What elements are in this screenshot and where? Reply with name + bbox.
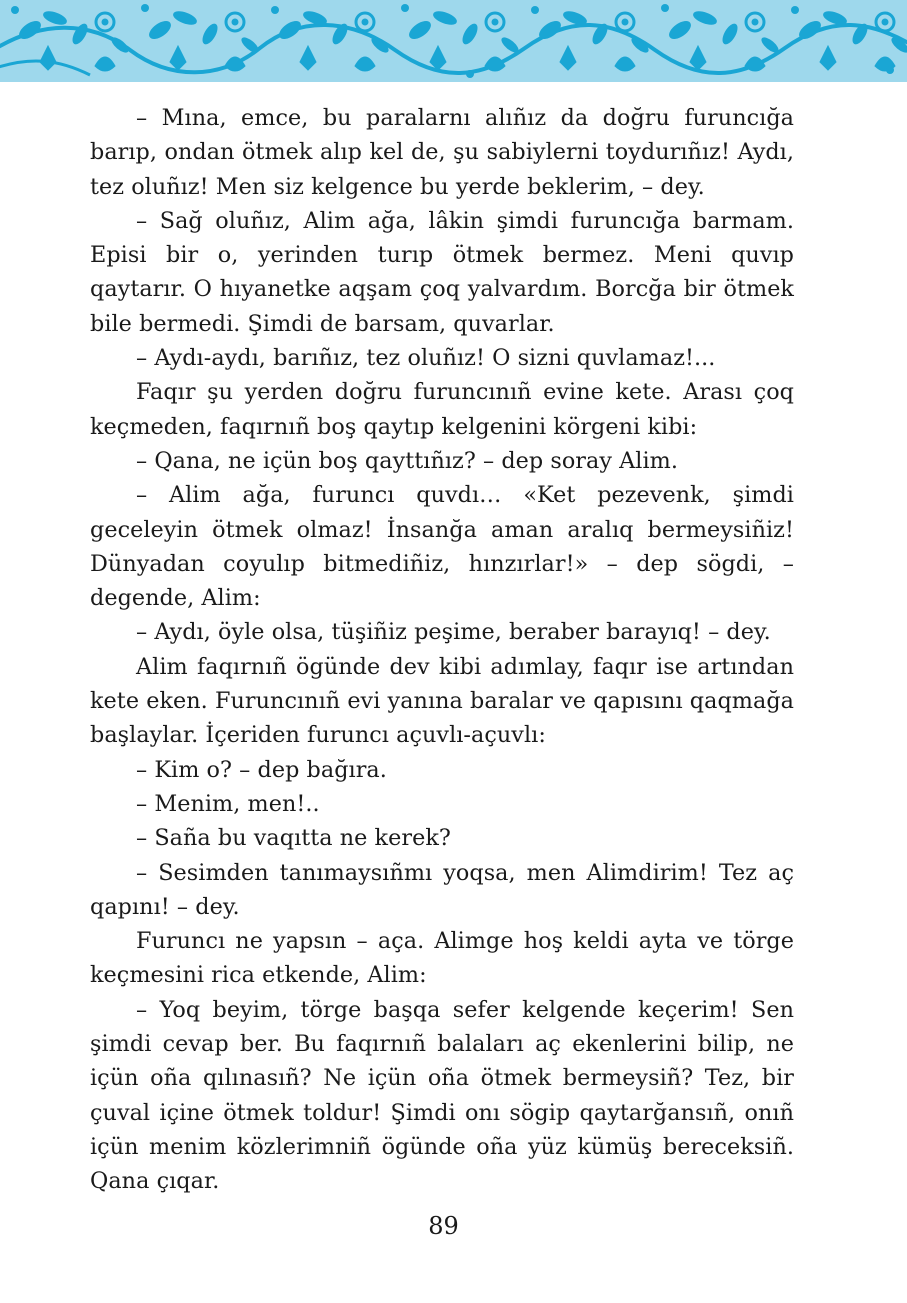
paragraph: Faqır şu yerden doğru furuncınıñ evine kete. Arası çoq keçmeden, faqırnıñ boş qaytıp kelgenini körgeni kibi:: [90, 379, 794, 440]
paragraph: Alim faqırnıñ ögünde dev kibi adımlay, faqır ise artından kete eken. Furuncınıñ evi yanına baralar ve qapısını qaqmağa başlaylar. İçeriden furuncı açuvlı-açuvlı:: [90, 653, 794, 749]
paragraph: – Yoq beyim, törge başqa sefer kelgende keçerim! Sen şimdi cevap ber. Bu faqırnıñ balaları aç ekenlerini bilip, ne içün oña qılınasıñ? Ne içün oña ötmek bermeysiñ? Tez, bir çuval içine ötmek toldur! Şimdi onı sögip qaytarğansıñ, onıñ içün menim közlerimniñ ögünde oña yüz kümüş bereceksiñ. Qana çıqar.: [90, 996, 794, 1195]
paragraph: – Menim, men!..: [136, 790, 320, 817]
page-number: 89: [428, 1212, 459, 1240]
paragraph: – Sağ oluñız, Alim ağa, lâkin şimdi furuncığa barmam. Episi bir o, yerinden turıp ötmek bermez. Meni quvıp qaytarır. O hıyanetke aqşam çoq yalvardım. Borcğa bir ötmek bile bermedi. Şimdi de barsam, quvarlar.: [90, 207, 794, 337]
paragraph: – Alim ağa, furuncı quvdı… «Ket pezevenk, şimdi geceleyin ötmek olmaz! İnsanğa aman aralıq bermeysiñiz! Dünyadan coyulıp bitmediñiz, hınzırlar!» – dep sögdi, – degende, Alim:: [90, 482, 794, 612]
paragraph: – Aydı, öyle olsa, tüşiñiz peşime, beraber barayıq! – dey.: [136, 619, 771, 646]
floral-ornament-icon: [0, 0, 907, 82]
paragraph: – Aydı-aydı, barıñız, tez oluñız! O sizni quvlamaz!...: [136, 345, 716, 372]
body-text: [90, 101, 794, 1199]
paragraph: – Mına, emce, bu paralarnı alıñız da doğru furuncığa barıp, ondan ötmek alıp kel de, şu sabiylerni toydurıñız! Aydı, tez oluñız! Men siz kelgence bu yerde beklerim, – dey.: [90, 105, 794, 200]
paragraph: – Saña bu vaqıtta ne kerek?: [136, 825, 451, 852]
paragraph: Furuncı ne yapsın – aça. Alimge hoş keldi ayta ve törge keçmesini rica etkende, Alim:: [90, 928, 794, 989]
paragraph: – Sesimden tanımaysıñmı yoqsa, men Alimdirim! Tez aç qapını! – dey.: [90, 859, 794, 920]
floral-ornament-banner: [0, 0, 907, 82]
paragraph: – Kim o? – dep bağıra.: [136, 756, 387, 783]
paragraph: – Qana, ne içün boş qayttıñız? – dep soray Alim.: [136, 447, 678, 474]
